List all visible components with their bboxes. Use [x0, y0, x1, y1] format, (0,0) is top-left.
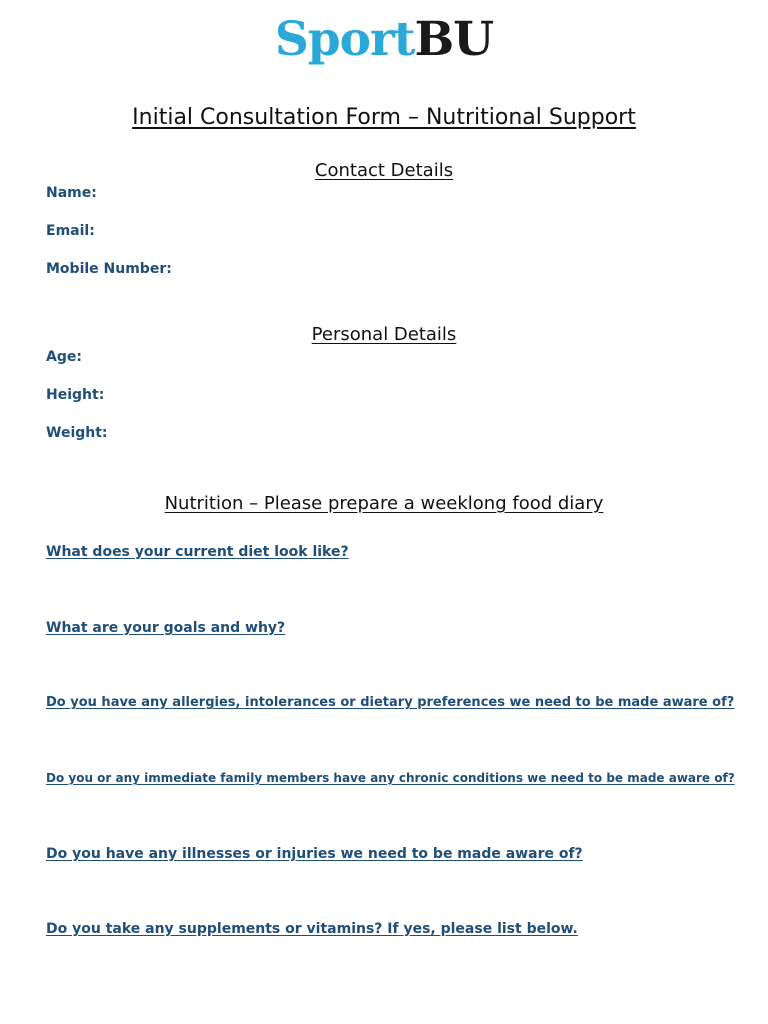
question-current-diet: What does your current diet look like? — [46, 544, 349, 560]
contact-details-heading: Contact Details — [314, 160, 454, 181]
mobile-number-label: Mobile Number: — [46, 261, 172, 277]
logo-bu: BU — [414, 12, 494, 67]
sportbu-logo — [0, 8, 768, 72]
name-label: Name: — [46, 185, 97, 201]
question-chronic-conditions: Do you or any immediate family members have any chronic conditions we need to be made aware of? — [46, 771, 735, 785]
question-supplements: Do you take any supplements or vitamins? If yes, please list below. — [46, 921, 578, 937]
age-label: Age: — [46, 349, 82, 365]
nutrition-heading: Nutrition – Please prepare a weeklong food diary — [164, 493, 604, 514]
personal-details-heading: Personal Details — [311, 324, 457, 345]
height-label: Height: — [46, 387, 105, 403]
logo-sport: Sport — [274, 12, 415, 67]
question-illnesses-injuries: Do you have any illnesses or injuries we need to be made aware of? — [46, 846, 583, 862]
weight-label: Weight: — [46, 425, 108, 441]
question-goals: What are your goals and why? — [46, 620, 286, 636]
question-allergies: Do you have any allergies, intolerances or dietary preferences we need to be made aware of? — [46, 695, 735, 710]
email-label: Email: — [46, 223, 95, 239]
page-title: Initial Consultation Form – Nutritional Support — [132, 105, 636, 130]
